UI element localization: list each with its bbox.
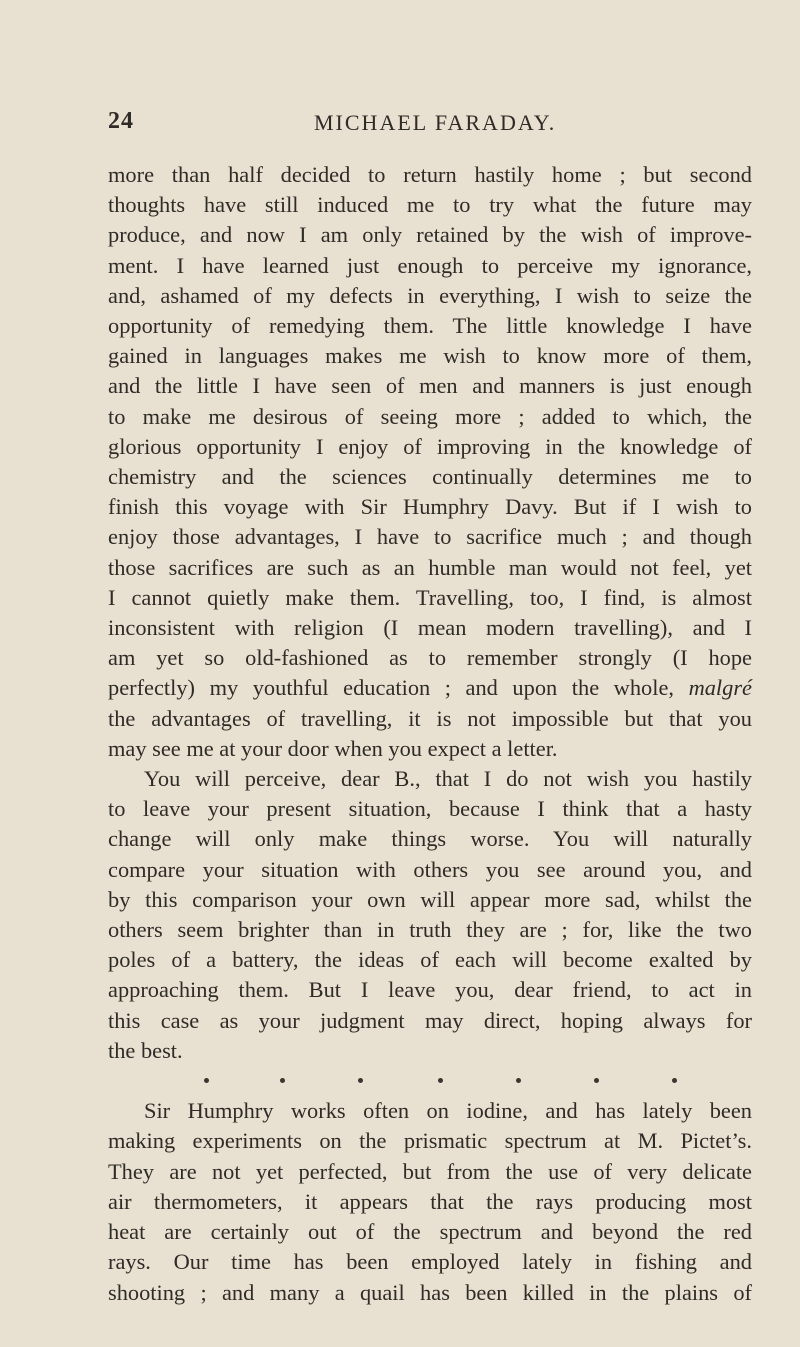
paragraph-1 bbox=[108, 160, 752, 764]
text-line: poles of a battery, the ideas of each will become exalted by bbox=[108, 947, 752, 973]
ellipsis-dot bbox=[358, 1078, 363, 1083]
text-line: enjoy those advantages, I have to sacrifice much ; and though bbox=[108, 524, 752, 550]
text-line: opportunity of remedying them. The little knowledge I have bbox=[108, 313, 752, 339]
text-line: produce, and now I am only retained by the wish of improve- bbox=[108, 222, 752, 248]
text-line: rays. Our time has been employed lately in fishing and bbox=[108, 1249, 752, 1275]
text-line: heat are certainly out of the spectrum and beyond the red bbox=[108, 1219, 752, 1245]
text-line: the best. bbox=[108, 1037, 183, 1063]
text-line: thoughts have still induced me to try what the future may bbox=[108, 192, 752, 218]
paragraph-2 bbox=[108, 764, 752, 1066]
running-title: MICHAEL FARADAY. bbox=[314, 110, 557, 135]
page-header bbox=[108, 108, 737, 142]
text-line: ment. I have learned just enough to perceive my ignorance, bbox=[108, 252, 752, 278]
text-line: making experiments on the prismatic spectrum at M. Pictet’s. bbox=[108, 1128, 752, 1154]
text-line: to make me desirous of seeing more ; added to which, the bbox=[108, 403, 752, 429]
ellipsis-dot bbox=[438, 1078, 443, 1083]
text-line: gained in languages makes me wish to know more of them, bbox=[108, 343, 752, 369]
ellipsis-dot bbox=[594, 1078, 599, 1083]
body-text bbox=[108, 160, 752, 1308]
omission-dots bbox=[108, 1066, 752, 1096]
text-line: compare your situation with others you see around you, and bbox=[108, 856, 752, 882]
text-line: I cannot quietly make them. Travelling, too, I find, is almost bbox=[108, 584, 752, 610]
paragraph-3 bbox=[108, 1096, 752, 1307]
text-line: more than half decided to return hastily home ; but second bbox=[108, 162, 752, 187]
text-line: those sacrifices are such as an humble man would not feel, yet bbox=[108, 554, 752, 580]
text-line: change will only make things worse. You will naturally bbox=[108, 826, 752, 852]
text-line: others seem brighter than in truth they are ; for, like the two bbox=[108, 917, 752, 943]
page-number: 24 bbox=[108, 108, 134, 134]
text-line: approaching them. But I leave you, dear friend, to act in bbox=[108, 977, 752, 1003]
text-line: They are not yet perfected, but from the use of very delicate bbox=[108, 1158, 752, 1184]
ellipsis-dot bbox=[672, 1078, 677, 1083]
text-line: Sir Humphry works often on iodine, and has lately been bbox=[144, 1098, 752, 1124]
text-line: and, ashamed of my defects in everything, I wish to seize the bbox=[108, 282, 752, 308]
text-line: inconsistent with religion (I mean modern travelling), and I bbox=[108, 615, 752, 641]
text-line: by this comparison your own will appear more sad, whilst the bbox=[108, 886, 752, 912]
text-line: the advantages of travelling, it is not impossible but that you bbox=[108, 705, 752, 731]
text-line: this case as your judgment may direct, hoping always for bbox=[108, 1007, 752, 1033]
text-line-with-italic bbox=[108, 673, 752, 703]
text-fragment: perfectly) my youthful education ; and upon the whole, bbox=[108, 675, 689, 701]
text-line: am yet so old-fashioned as to remember strongly (I hope bbox=[108, 645, 752, 671]
ellipsis-dot bbox=[280, 1078, 285, 1083]
text-line: may see me at your door when you expect a letter. bbox=[108, 735, 558, 761]
text-line: shooting ; and many a quail has been killed in the plains of bbox=[108, 1279, 752, 1305]
text-line: to leave your present situation, because I think that a hasty bbox=[108, 796, 752, 822]
text-line: air thermometers, it appears that the rays producing most bbox=[108, 1188, 752, 1214]
text-line: glorious opportunity I enjoy of improving in the knowledge of bbox=[108, 433, 752, 459]
ellipsis-dot bbox=[516, 1078, 521, 1083]
text-line: chemistry and the sciences continually determines me to bbox=[108, 464, 752, 490]
italic-word: malgré bbox=[688, 675, 752, 701]
text-line: finish this voyage with Sir Humphry Davy. But if I wish to bbox=[108, 494, 752, 520]
ellipsis-dot bbox=[204, 1078, 209, 1083]
text-line: and the little I have seen of men and manners is just enough bbox=[108, 373, 752, 399]
text-line: You will perceive, dear B., that I do not wish you hastily bbox=[144, 766, 752, 792]
